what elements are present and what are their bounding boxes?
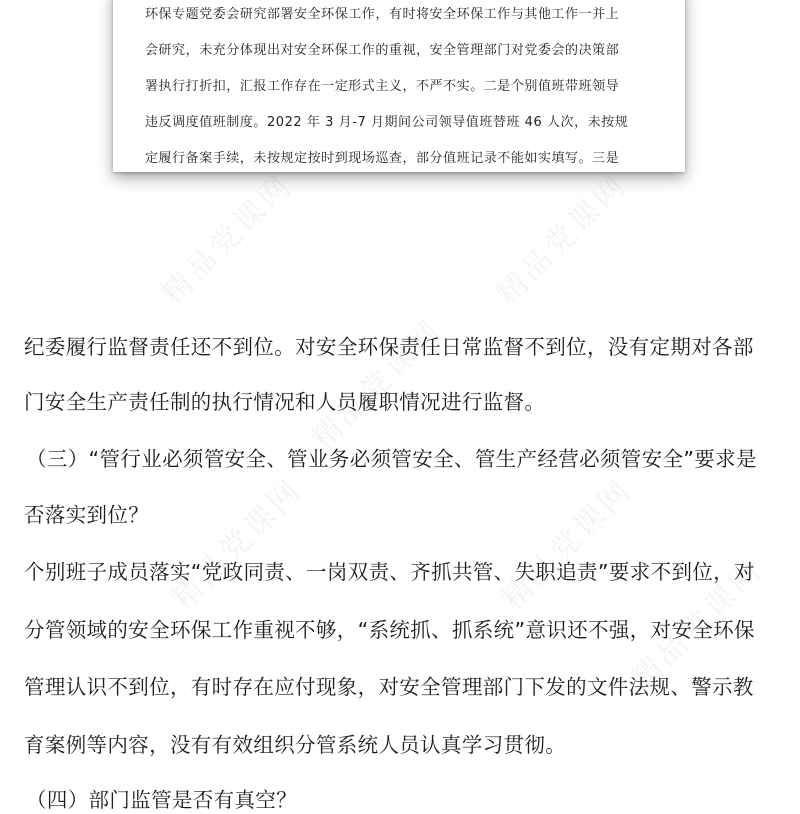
section-heading: 否落实到位？	[24, 503, 150, 527]
card-text-line: 定履行备案手续，未按规定按时到现场巡查，部分值班记录不能如实填写。三是	[145, 151, 620, 166]
body-text-line: 育案例等内容，没有有效组织分管系统人员认真学习贯彻。	[24, 733, 567, 757]
body-text-line: 门安全生产责任制的执行情况和人员履职情况进行监督。	[24, 390, 546, 414]
watermark-text: 精品党课网	[304, 311, 450, 457]
body-text-line: 管理认识不到位，有时存在应付现象，对安全管理部门下发的文件法规、警示教	[24, 675, 754, 699]
page-preview-card	[113, 0, 685, 172]
card-text-line: 会研究，未充分体现出对安全环保工作的重视，安全管理部门对党委会的决策部	[145, 43, 620, 58]
card-text-line: 署执行打折扣，汇报工作存在一定形式主义，不严不实。二是个别值班带班领导	[145, 79, 620, 94]
body-text-line: 个别班子成员落实“党政同责、一岗双责、齐抓共管、失职追责”要求不到位，对	[24, 560, 755, 584]
card-text-line: 环保专题党委会研究部署安全环保工作，有时将安全环保工作与其他工作一并上	[145, 7, 620, 22]
watermark-text: 精品党课网	[624, 551, 770, 697]
watermark-text: 精品党课网	[489, 166, 635, 312]
section-heading: （四）部门监管是否有真空？	[26, 788, 298, 812]
body-text-line: 分管领域的安全环保工作重视不够，“系统抓、抓系统”意识还不强，对安全环保	[24, 618, 755, 642]
watermark-text: 精品党课网	[494, 471, 640, 617]
section-heading: （三）“管行业必须管安全、管业务必须管安全、管生产经营必须管安全”要求是	[26, 447, 757, 471]
watermark-text: 精品党课网	[154, 166, 300, 312]
body-text-line: 纪委履行监督责任还不到位。对安全环保责任日常监督不到位，没有定期对各部	[24, 335, 754, 359]
card-text-line: 违反调度值班制度。2022 年 3 月-7 月期间公司领导值班替班 46 人次，未按规	[145, 115, 629, 130]
watermark-text: 精品党课网	[164, 471, 310, 617]
